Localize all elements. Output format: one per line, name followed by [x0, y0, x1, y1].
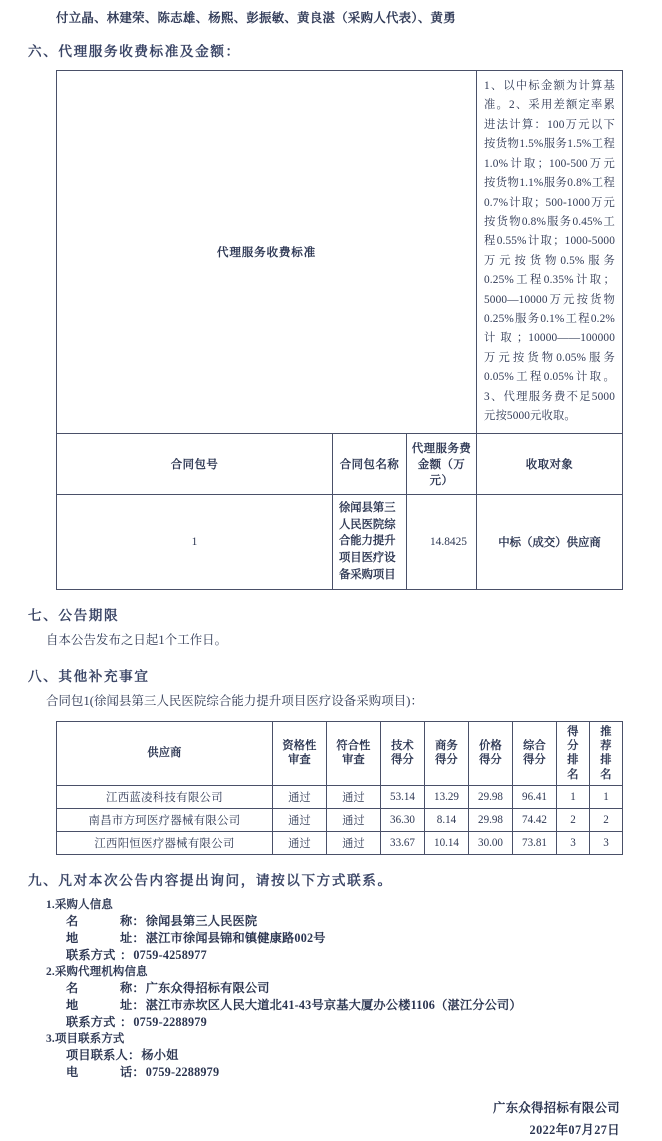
package-no-cell: 1 [57, 494, 333, 590]
contact-group-index: 3. [46, 1033, 55, 1046]
score-cell-compliance: 通过 [327, 832, 381, 855]
contact-group-title [0, 1030, 662, 1046]
score-cell-business: 13.29 [425, 786, 469, 809]
score-cell-score-rank: 3 [557, 832, 590, 855]
score-cell-qualification: 通过 [273, 809, 327, 832]
contact-field-value: 湛江市徐闻县锦和镇健康路002号 [145, 931, 326, 946]
score-cell-supplier: 江西蓝凌科技有限公司 [57, 786, 273, 809]
fee-standard-label-cell: 代理服务收费标准 [57, 71, 477, 434]
contact-field-sep: ： [132, 931, 145, 946]
project-contact-phone [0, 1063, 662, 1080]
contact-group-label: 项目联系方式 [54, 1033, 125, 1046]
score-cell-price: 29.98 [469, 786, 513, 809]
agency-fee-table [56, 70, 623, 590]
contact-group-title [0, 963, 662, 979]
contact-field-sep: ： [132, 998, 145, 1013]
table-row [57, 786, 623, 809]
contact-field-label: 项目联系人 [66, 1048, 128, 1063]
package-target-cell: 中标（成交）供应商 [477, 494, 623, 590]
score-header-compliance: 符合性审查 [327, 721, 381, 785]
score-cell-business: 10.14 [425, 832, 469, 855]
score-cell-supplier: 江西阳恒医疗器械有限公司 [57, 832, 273, 855]
fee-standard-row [57, 71, 623, 434]
score-header-supplier: 供应商 [57, 721, 273, 785]
score-cell-qualification: 通过 [273, 786, 327, 809]
contact-group-title [0, 896, 662, 912]
score-cell-price: 29.98 [469, 809, 513, 832]
footer-date: 2022年07月27日 [529, 1122, 620, 1137]
table-row [57, 832, 623, 855]
contact-group-label: 采购人信息 [54, 899, 113, 912]
contact-field-label: 地 [66, 931, 79, 946]
score-cell-total: 74.42 [513, 809, 557, 832]
package-header-row [57, 433, 623, 494]
project-contact-person [0, 1046, 662, 1063]
score-cell-recommend-rank: 3 [590, 832, 623, 855]
contact-field-value: 杨小姐 [141, 1048, 179, 1063]
contact-field-value: 0759-4258977 [133, 948, 207, 963]
contact-field-label: 联系方式 [66, 948, 116, 963]
contact-field-value: 湛江市赤坎区人民大道北41-43号京基大厦办公楼1106（湛江分公司） [145, 998, 522, 1013]
agency-field-phone [0, 1013, 662, 1030]
footer-signature [0, 1098, 662, 1141]
contact-group-index: 1. [46, 899, 55, 912]
contact-field-label: 电 [66, 1065, 79, 1080]
score-header-business: 商务得分 [425, 721, 469, 785]
score-cell-compliance: 通过 [327, 786, 381, 809]
contact-field-label: 名 [66, 981, 79, 996]
score-cell-total: 73.81 [513, 832, 557, 855]
contact-field-phone [0, 946, 662, 963]
contact-field-name [0, 912, 662, 929]
contact-field-label2: 称 [120, 914, 133, 929]
score-cell-recommend-rank: 1 [590, 786, 623, 809]
score-header-technical: 技术得分 [381, 721, 425, 785]
fee-standard-text-cell: 1、以中标金额为计算基准。2、采用差额定率累进法计算：100万元以下按货物1.5%服务1.5%工程1.0%计取；100-500万元按货物1.1%服务0.8%工程0.7%计取；500-1000万元按货物0.8%服务0.45%工程0.55%计取；1000-5000万元按货物0.5%服务0.25%工程0.35%计取；5000—10000万元按货物0.25%服务0.1%工程0.2%计取；10000——100000万元按货物0.05%服务0.05%工程0.05%计取。3、代理服务费不足5000元按5000元收取。 [477, 71, 623, 434]
section-seven-heading: 七、公告期限 [28, 608, 120, 624]
score-header-score-rank: 得分排名 [557, 721, 590, 785]
contact-field-label2: 称 [120, 981, 133, 996]
contact-field-label: 联系方式 [66, 1015, 116, 1030]
contact-field-sep: ： [127, 1048, 141, 1063]
score-cell-supplier: 南昌市方珂医疗器械有限公司 [57, 809, 273, 832]
score-cell-score-rank: 2 [557, 809, 590, 832]
contact-field-value: 0759-2288979 [133, 1015, 207, 1030]
contact-field-sep: ： [132, 1065, 145, 1080]
contact-field-label2: 话 [120, 1065, 133, 1080]
contact-field-sep: ： [120, 1015, 133, 1030]
contact-field-label: 名 [66, 914, 79, 929]
score-cell-qualification: 通过 [273, 832, 327, 855]
score-header-row [57, 721, 623, 785]
agency-field-address [0, 996, 662, 1013]
score-header-price: 价格得分 [469, 721, 513, 785]
committee-members-line: 付立晶、林建荣、陈志雄、杨熙、彭振敏、黄良湛（采购人代表）、黄勇 [56, 11, 456, 25]
score-cell-technical: 33.67 [381, 832, 425, 855]
agency-field-name [0, 979, 662, 996]
package-name-cell: 徐闻县第三人民医院综合能力提升项目医疗设备采购项目 [333, 494, 407, 590]
section-six-heading: 六、代理服务收费标准及金额： [28, 44, 241, 59]
score-cell-recommend-rank: 2 [590, 809, 623, 832]
supplier-score-table [56, 721, 623, 855]
contact-field-value: 0759-2288979 [145, 1065, 220, 1080]
score-cell-technical: 53.14 [381, 786, 425, 809]
contact-field-label2: 址 [120, 931, 133, 946]
contact-group-label: 采购代理机构信息 [54, 966, 148, 979]
score-cell-score-rank: 1 [557, 786, 590, 809]
package-no-header: 合同包号 [57, 433, 333, 494]
footer-company: 广东众得招标有限公司 [493, 1101, 620, 1116]
section-eight-heading: 八、其他补充事宜 [28, 668, 150, 684]
table-row [57, 809, 623, 832]
contact-field-label2: 址 [120, 998, 133, 1013]
section-seven-body: 自本公告发布之日起1个工作日。 [46, 633, 228, 648]
package-amount-header: 代理服务费金额（万元） [407, 433, 477, 494]
contact-field-sep: ： [132, 914, 145, 929]
contact-field-sep: ： [132, 981, 145, 996]
score-cell-technical: 36.30 [381, 809, 425, 832]
score-cell-price: 30.00 [469, 832, 513, 855]
contact-field-sep: ： [120, 948, 133, 963]
package-data-row [57, 494, 623, 590]
package-name-header: 合同包名称 [333, 433, 407, 494]
score-header-recommend-rank: 推荐排名 [590, 721, 623, 785]
contact-field-value: 徐闻县第三人民医院 [145, 914, 258, 929]
score-cell-total: 96.41 [513, 786, 557, 809]
score-cell-business: 8.14 [425, 809, 469, 832]
section-nine-heading: 九、凡对本次公告内容提出询问，请按以下方式联系。 [28, 873, 393, 889]
score-header-qualification: 资格性审查 [273, 721, 327, 785]
score-header-total: 综合得分 [513, 721, 557, 785]
contact-field-address [0, 929, 662, 946]
package-target-header: 收取对象 [477, 433, 623, 494]
contact-field-label: 地 [66, 998, 79, 1013]
contact-group-index: 2. [46, 966, 55, 979]
contact-field-value: 广东众得招标有限公司 [145, 981, 270, 996]
section-eight-package-caption: 合同包1(徐闻县第三人民医院综合能力提升项目医疗设备采购项目)： [46, 693, 423, 708]
score-cell-compliance: 通过 [327, 809, 381, 832]
package-amount-cell: 14.8425 [407, 494, 477, 590]
